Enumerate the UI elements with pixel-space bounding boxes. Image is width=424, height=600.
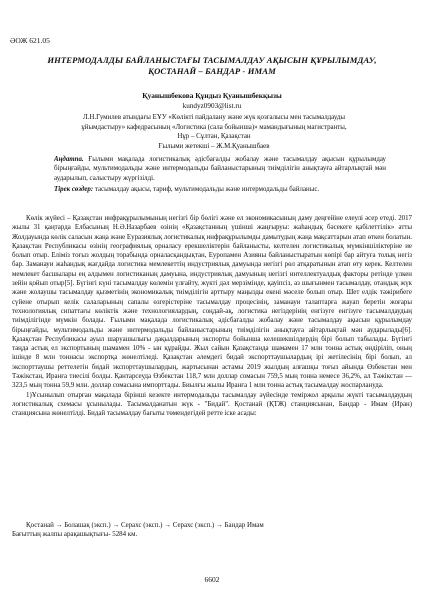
affiliation — [46, 113, 382, 151]
keywords-label: Тірек сөздер: — [54, 186, 94, 193]
author-email[interactable]: kundyz0903@list.ru — [182, 102, 242, 110]
affiliation-line: Нұр – Сұлтан, Қазақстан — [177, 133, 251, 140]
udc-code: ӘОЖ 621.05 — [10, 36, 50, 45]
keywords-text: тасымалдау ақысы, тариф, мультимодальды және интермодальды байланыс. — [93, 186, 320, 193]
affiliation-line: Л.Н.Гумилев атындағы ЕҰУ «Көлікті пайдалану және жүк қозғалысы мен тасымалдауды — [83, 114, 345, 121]
route-distance: Бағыттың жалпы арақашықтығы- 5284 км. — [12, 531, 138, 539]
body-text — [12, 214, 412, 419]
supervisor-line: Ғылыми жетекші – Ж.М.Қуанышбаев — [158, 142, 270, 150]
body-paragraph: 1)Ұсынылып отырған мақалада бірінші кезекте интермодальды тасымалдау әүйесінде теміржол арқылы жүкті тасымалдаудың логистикалық схемасы ұсынылады. Тасымалданатын жүк - "Бидай". Қостанай (ҚТЖ) станциясынан, Бандар - Имам (Иран) станциясына жөнелтілді. Бидай тасымалдау бағыты төмендегідей ретте іске асады: — [12, 391, 412, 418]
body-paragraph: Көлік жүйесі – Қазақстан инфрақұрылымының негізгі бір бөлігі және ел экономикасының даму деңгейіне елеулі әсер етеді. 2017 жылы 31 қаңтарда Елбасының Н.Ә.Назарбаев өзінің «Қазақстанның үшінші жаңғыруы: жаһандық бәсекеге қабілеттілік» атты Жолдауында көлік саласын жаңа және Еуразиялық логистикалық инфрақұрылымды дамытудың жаңа мақсаттарын атап өткен болатын. Қазақстан Республикасы өзінің географиялық орналасу ерекшеліктерін байланысты, келтелен логистикалық мүмкіншіліктеріне ие болып отыр. Еліміз тоғыз жолдың торабында орналасқандықтан, Еуропамен Азияны байланыстыратын көпірі бар айтуға толық негіз бар. Заманауи жаһандық жағдайда логистика мемлекеттің индустриялық дамуында негізгі рөл атқаратынын атап өту керек. Келтелен мемлекет басшылары ең алдымен логистиканың дамуына, индустриялық дамуының негізгі интеллектуалдық факторы ретінде үлкен зейін қойып отыр[5]. Бүгінгі күні тасымалдау көлемін үлғайту, жүкті дәл мерзімінде, қауіпсіз, аз шығынмен тасымалдау, отандық жүк және жолаушы тасымалдау қызметінің экономикалық тиімділігін арттыру маңызды екені мәселе болып отыр. Шет елдік тәжірибеге сүйене отырып келік салаларының сапалы өзгерістеріне тасымалдау процесінің, заманауи талаптарға жауап беретін жоғары технологиялық сипаттағы көліктік және технологиялардың, соңдай-ақ, логистика негіздерінің енгізуге енгізуге тасымалдаудың тиімділігінде мүмкін болады. Ғылыми мақалада логистикалық әдіcбағалды жобалау және тасымалдау ақысын құрылымдау бірыңғайды, мультимодальды және интермодальды байланыстарының тиімділігін анықтауға айтарлықтай мән аударылады[6]. Қазақстан Республикасы ауыл шаруашылығы дақылдарының экспорты бойынша келешекшілдердің бірі болып табылады. Бүгінгі таңда астық ел экспортының шамамен 10% - ын құрайды. Жыл сайын Қазақстанда шамамен 17 млн тонна астық өндіріліп, оның ішінде 8 млн тоннасы экспортқа жөнелтіледі. Қазақстан әлемдегі бидай экспорттаушылардың ірі жетілесінің бірі болып, ал экспорттаушы реттелетін бидай экспорттаушылардың, жартысынан астамы 2019 жылдың алғашқы тоғыз айында Өзбекстан мен Тәжікстан, Иранға тиесілі болды. Қантарсеуда Өзбекстан 118,7 млн доллар сомасын 759,5 мың тонна немесе 36,2%, ал Тәжікстан — 323,5 мың тонна 59,9 млн. доллар сомасына импорттады. Биылғы жылы Иранға 1 млн тонна астық тасымалдау жоспарлануда. — [12, 215, 412, 390]
paper-title: ИНТЕРМОДАЛДЫ БАЙЛАНЫСТАҒЫ ТАСЫМАЛДАУ АҚЫСЫН ҚҰРЫЛЫМДАУ, ҚОСТАНАЙ – БАНДАР - ИМАМ — [47, 55, 377, 76]
abstract-text: Ғылыми мақалада логистикалық әдіcбағалды жобалау және тасымалдау ақысын құрылымдау бірыңғайды, мультимодальды және интермодальды байланыстарының тиімділігін анықтауға айтарлықтай мән аударылып, салыстыру жүргізілді. — [54, 156, 386, 182]
route-line: Қостанай → Болашақ (эксп.) → Серахс (эксп.) → Серахс (эксп.) → Бандар Имам — [26, 522, 264, 529]
abstract — [54, 155, 386, 183]
page-number: 6602 — [204, 575, 220, 584]
route-block — [12, 521, 412, 540]
author-name: Қуанышбекова Құндыз Қуанышбекқызы — [142, 91, 282, 100]
keywords — [54, 185, 386, 194]
affiliation-line: ұйымдастыру» кафедрасының «Логистика (сала бойынша)» мамандығының магистранты, — [81, 123, 347, 131]
abstract-label: Аңдатпа. — [54, 156, 84, 163]
